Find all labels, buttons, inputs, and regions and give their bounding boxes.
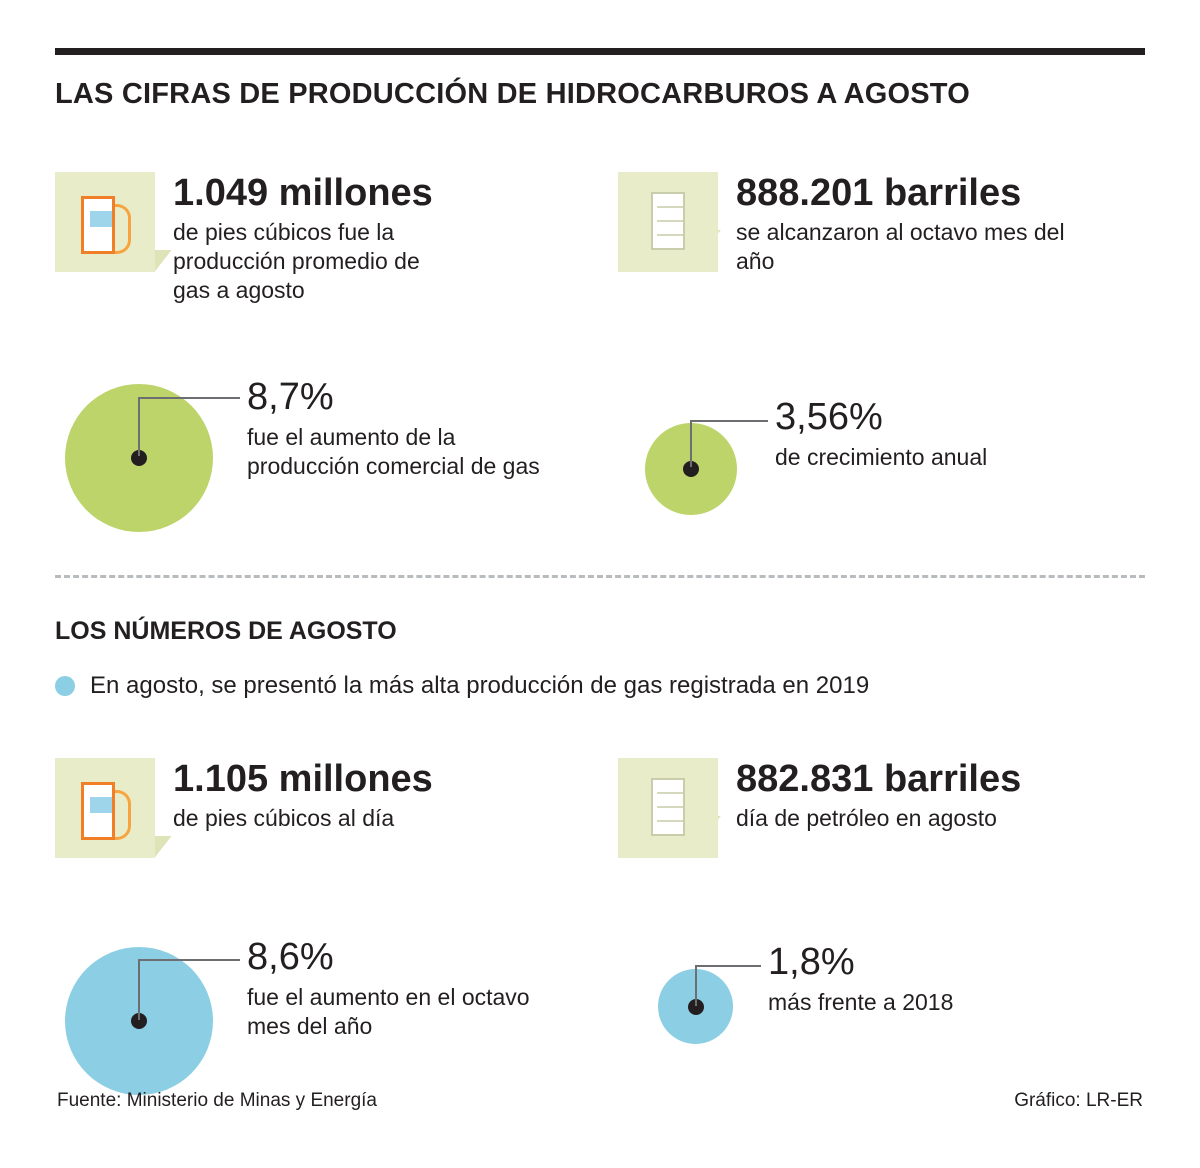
stat-gas-average [55,172,463,305]
source-label: Fuente: Ministerio de Minas y Energía [57,1090,377,1111]
stat-annual-growth [618,398,1138,538]
stat-value: 3,56% [775,396,883,438]
stat-value: 1,8% [768,941,855,983]
leader-line-vertical [695,966,697,1006]
stat-unit: barriles [883,172,1022,214]
credit-label: Gráfico: LR-ER [1014,1090,1143,1111]
stat-value [736,760,1021,798]
stat-vs-2018 [618,938,1138,1078]
bullet-dot-icon [55,676,75,696]
leader-line-horizontal [695,965,761,967]
stat-description: se alcanzaron al octavo mes del año [736,219,1065,274]
barrel-icon [618,758,718,858]
leader-line-horizontal [138,959,240,961]
stat-description: de crecimiento anual [775,444,988,470]
stat-unit: barriles [883,758,1022,800]
leader-line-horizontal [138,397,240,399]
page-title: LAS CIFRAS DE PRODUCCIÓN DE HIDROCARBUROS A AGOSTO [55,78,970,110]
stat-value [736,174,1066,212]
gas-pump-icon [55,758,155,858]
barrel-icon [618,172,718,272]
section-bullet [55,672,869,700]
gas-pump-icon [55,172,155,272]
stat-value [173,174,463,212]
section-title: LOS NÚMEROS DE AGOSTO [55,617,397,645]
stat-barrels-total [618,172,1066,276]
leader-line-horizontal [690,420,768,422]
stat-unit: millones [278,758,433,800]
stat-number: 1.105 [173,758,269,800]
bullet-text: En agosto, se presentó la más alta producción de gas registrada en 2019 [90,672,870,699]
section-divider [55,575,1145,578]
stat-number: 882.831 [736,758,874,800]
stat-value: 8,6% [247,936,334,978]
stat-unit: millones [278,172,433,214]
stat-barrels-august [618,758,1021,858]
stat-gas-growth [55,378,575,538]
stat-description: fue el aumento de la producción comercial de gas [247,424,540,479]
stat-value [173,760,433,798]
stat-description: día de petróleo en agosto [736,805,997,831]
stat-gas-august [55,758,433,858]
leader-line-vertical [690,421,692,467]
leader-line-vertical [138,398,140,456]
stat-description: más frente a 2018 [768,989,954,1015]
stat-description: fue el aumento en el octavo mes del año [247,984,530,1039]
top-rule-divider [55,48,1145,55]
leader-line-vertical [138,960,140,1020]
stat-description: de pies cúbicos fue la producción promedio de gas a agosto [173,219,420,303]
stat-number: 888.201 [736,172,874,214]
stat-description: de pies cúbicos al día [173,805,395,831]
stat-number: 1.049 [173,172,269,214]
stat-value: 8,7% [247,376,334,418]
stat-august-growth [55,920,575,1080]
